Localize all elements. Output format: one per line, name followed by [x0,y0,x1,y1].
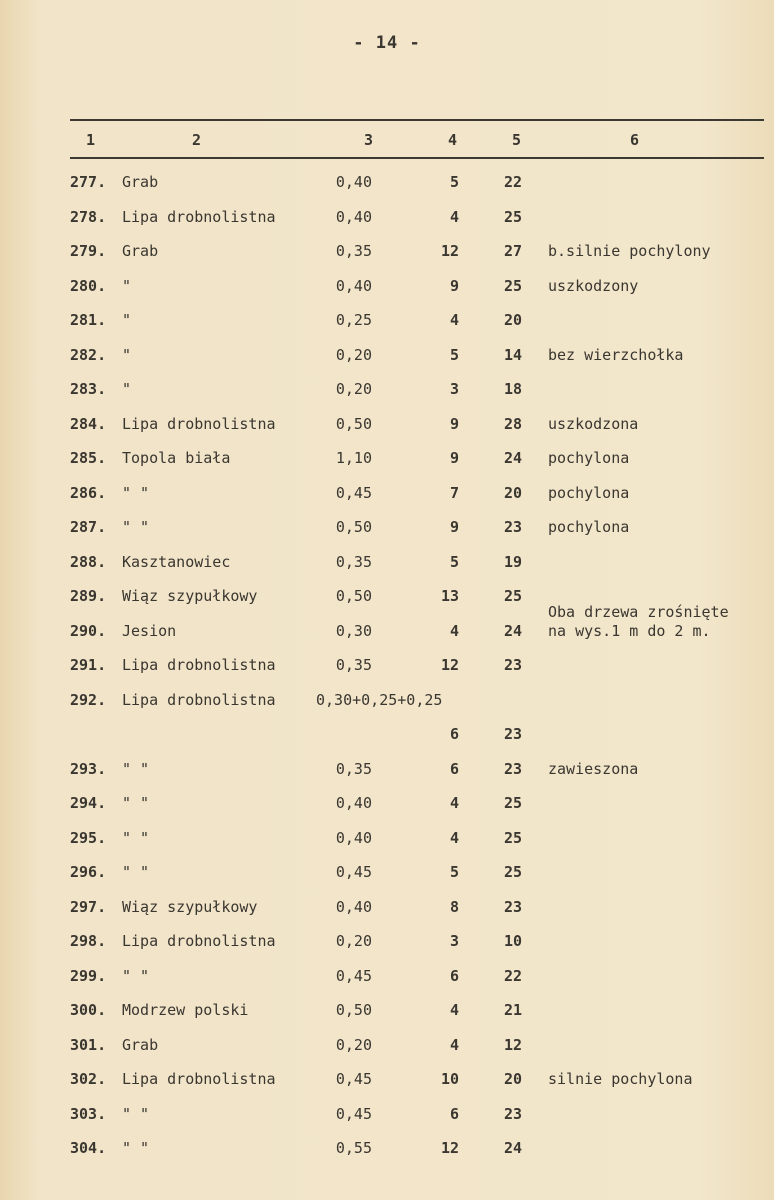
cell-diam: 0,45 [335,1104,372,1123]
cell-c5: 23 [504,656,523,674]
cell-no: 291. [70,656,107,674]
cell-c5: 23 [504,725,523,743]
cell-c4: 13 [440,587,459,605]
cell-diam: 0,35 [335,759,372,778]
cell-diam: 0,25 [335,311,372,329]
header-col-5: 5 [512,131,522,149]
cell-c5: 25 [504,587,523,605]
cell-diam: 0,20 [335,345,372,364]
cell-name: Jesion [122,621,177,640]
cell-note: uszkodzona [548,414,639,433]
cell-c4: 5 [449,552,459,571]
cell-c4: 10 [440,1070,459,1088]
cell-diam: 0,50 [335,518,372,536]
cell-c4: 9 [449,276,459,295]
cell-note: pochylona [548,483,630,502]
cell-name: " " [122,828,150,847]
cell-name: Kasztanowiec [122,552,231,571]
cell-c5: 25 [504,863,523,881]
cell-no: 284. [70,414,107,433]
cell-name: Wiąz szypułkowy [122,587,258,605]
cell-c4: 4 [449,311,459,329]
cell-c5: 22 [504,966,523,985]
cell-name: " " [122,966,150,985]
cell-diam: 0,40 [335,173,372,191]
cell-c5: 25 [504,276,523,295]
cell-no: 281. [70,311,107,329]
cell-name: Grab [122,1035,159,1054]
cell-diam: 0,55 [335,1139,372,1157]
header-col-2: 2 [192,131,202,149]
cell-c5: 24 [504,621,523,640]
cell-name: " " [122,759,150,778]
cell-c5: 25 [504,794,523,812]
cell-name: " " [122,863,150,881]
cell-no: 287. [70,518,107,536]
cell-c5: 18 [504,380,523,398]
cell-diam: 0,50 [335,1001,372,1019]
cell-no: 290. [70,621,107,640]
cell-name: " [122,345,132,364]
cell-name: Lipa drobnolistna [122,207,276,226]
cell-c4: 4 [449,794,459,812]
cell-no: 283. [70,380,107,398]
cell-diam: 0,50 [335,414,372,433]
cell-diam: 0,40 [335,794,372,812]
cell-c5: 20 [504,483,523,502]
cell-c4: 5 [449,173,459,191]
cell-note: zawieszona [548,759,639,778]
cell-no: 279. [70,242,107,260]
cell-c4: 3 [449,380,459,398]
cell-c4: 8 [449,897,459,916]
cell-note: na wys.1 m do 2 m. [548,621,711,640]
cell-name: " " [122,483,150,502]
cell-diam: 0,35 [335,552,372,571]
cell-name: Modrzew polski [122,1001,249,1019]
cell-diam: 0,40 [335,828,372,847]
header-col-1: 1 [86,131,96,149]
cell-diam: 0,20 [335,932,372,950]
cell-note: b.silnie pochylony [548,242,711,260]
cell-c4: 6 [449,725,459,743]
cell-no: 288. [70,552,107,571]
cell-name: " [122,311,132,329]
cell-diam: 0,20 [335,1035,372,1054]
cell-diam: 0,40 [335,207,372,226]
cell-name: " " [122,1139,150,1157]
cell-no: 286. [70,483,107,502]
cell-no: 297. [70,897,107,916]
cell-no: 299. [70,966,107,985]
cell-c5: 24 [504,449,523,467]
cell-no: 289. [70,587,107,605]
cell-c5: 22 [504,173,523,191]
cell-name: Grab [122,242,159,260]
cell-c5: 28 [504,414,523,433]
cell-name: Lipa drobnolistna [122,656,276,674]
cell-c5: 25 [504,828,523,847]
cell-no: 293. [70,759,107,778]
cell-name: " [122,380,132,398]
cell-c5: 10 [504,932,523,950]
cell-c5: 23 [504,1104,523,1123]
table-header-rule [70,157,764,159]
cell-name: Lipa drobnolistna [122,690,276,709]
table-top-rule [70,119,764,121]
header-col-4: 4 [448,131,458,149]
cell-c4: 3 [449,932,459,950]
cell-note: uszkodzony [548,276,639,295]
cell-c4: 5 [449,863,459,881]
cell-diam: 1,10 [335,449,372,467]
cell-diam: 0,40 [335,897,372,916]
cell-name: " " [122,518,150,536]
cell-c5: 23 [504,518,523,536]
cell-name: " [122,276,132,295]
cell-no: 304. [70,1139,107,1157]
cell-c5: 20 [504,311,523,329]
cell-diam: 0,45 [335,1070,372,1088]
cell-no: 294. [70,794,107,812]
cell-c5: 21 [504,1001,523,1019]
cell-no: 303. [70,1104,107,1123]
cell-c4: 4 [449,1035,459,1054]
note-row-289: Oba drzewa zrośnięte [548,603,729,621]
cell-c4: 5 [449,345,459,364]
cell-name: Topola biała [122,449,231,467]
cell-c5: 20 [504,1070,523,1088]
cell-name: " " [122,794,150,812]
cell-name: Lipa drobnolistna [122,414,276,433]
header-col-6: 6 [630,131,640,149]
cell-no: 295. [70,828,107,847]
cell-diam: 0,30 [335,621,372,640]
cell-name: Grab [122,173,159,191]
cell-c4: 12 [440,1139,459,1157]
cell-c4: 6 [449,759,459,778]
cell-name: Lipa drobnolistna [122,1070,276,1088]
cell-note: pochylona [548,449,630,467]
cell-no: 301. [70,1035,107,1054]
cell-no: 282. [70,345,107,364]
cell-c5: 25 [504,207,523,226]
cell-no: 300. [70,1001,107,1019]
cell-c4: 6 [449,1104,459,1123]
cell-note: bez wierzchołka [548,345,684,364]
cell-diam: 0,45 [335,863,372,881]
cell-c4: 12 [440,656,459,674]
cell-c4: 12 [440,242,459,260]
cell-no: 298. [70,932,107,950]
cell-c4: 6 [449,966,459,985]
cell-diam: 0,40 [335,276,372,295]
cell-c5: 23 [504,897,523,916]
cell-note: pochylona [548,518,630,536]
cell-c4: 4 [449,1001,459,1019]
cell-c4: 4 [449,828,459,847]
cell-c4: 7 [449,483,459,502]
cell-c4: 4 [449,207,459,226]
cell-c4: 4 [449,621,459,640]
cell-c4: 9 [449,518,459,536]
cell-name: " " [122,1104,150,1123]
cell-name: Lipa drobnolistna [122,932,276,950]
cell-no: 277. [70,173,107,191]
cell-c4: 9 [449,414,459,433]
cell-diam: 0,20 [335,380,372,398]
cell-no: 296. [70,863,107,881]
cell-c5: 19 [504,552,523,571]
page-number: - 14 - [353,33,421,53]
cell-diam: 0,30+0,25+0,25 [316,690,443,709]
cell-diam: 0,50 [335,587,372,605]
cell-diam: 0,35 [335,242,372,260]
cell-c5: 23 [504,759,523,778]
cell-c5: 12 [504,1035,523,1054]
header-col-3: 3 [364,131,374,149]
cell-diam: 0,35 [335,656,372,674]
cell-c5: 27 [504,242,523,260]
cell-note: silnie pochylona [548,1070,693,1088]
cell-no: 285. [70,449,107,467]
cell-c5: 24 [504,1139,523,1157]
cell-c4: 9 [449,449,459,467]
cell-no: 278. [70,207,107,226]
cell-name: Wiąz szypułkowy [122,897,258,916]
cell-diam: 0,45 [335,483,372,502]
cell-c5: 14 [504,345,523,364]
cell-no: 280. [70,276,107,295]
cell-diam: 0,45 [335,966,372,985]
cell-no: 302. [70,1070,107,1088]
cell-no: 292. [70,690,107,709]
